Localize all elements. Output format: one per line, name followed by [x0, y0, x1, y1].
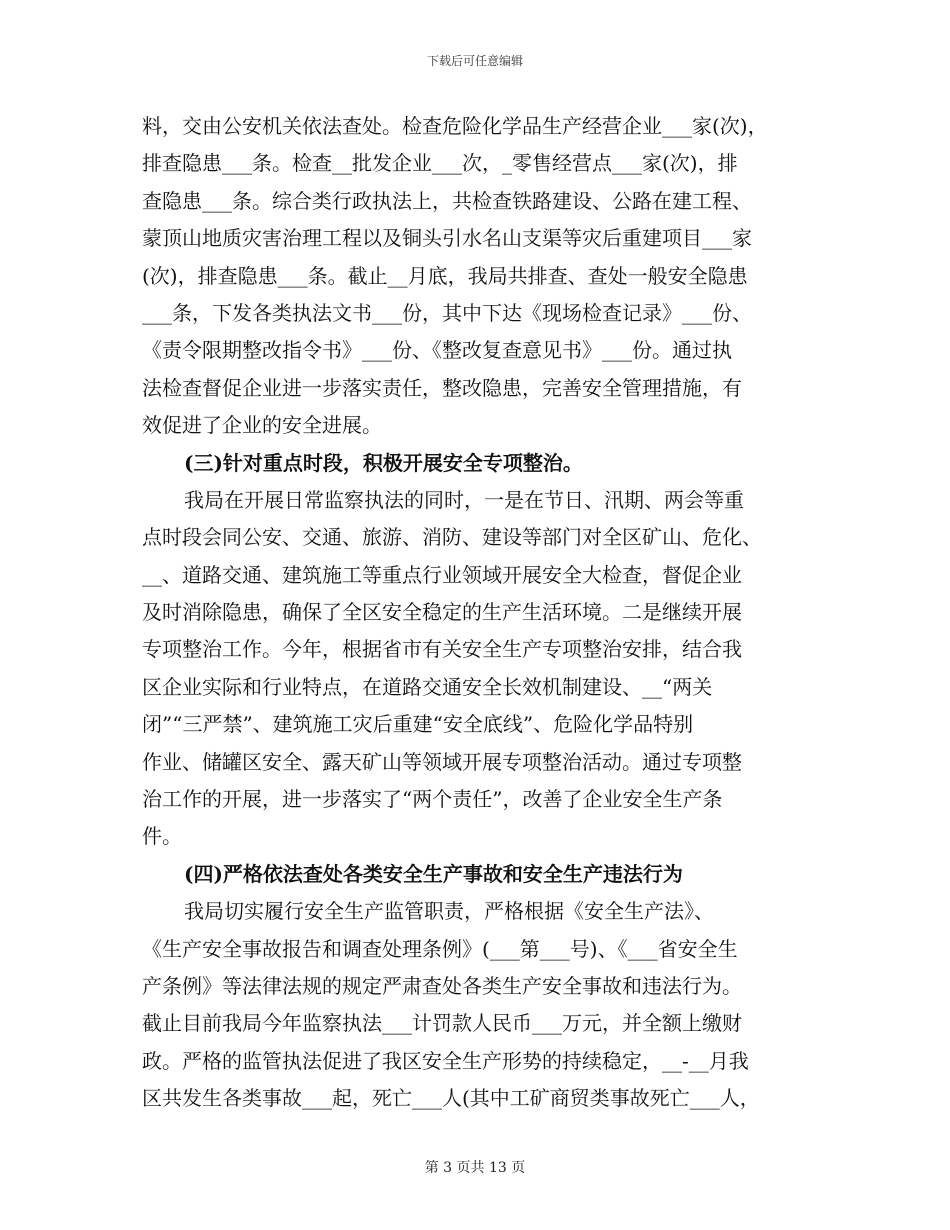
text-line: 治工作的开展，进一步落实了“两个责任”，改善了企业安全生产条	[142, 787, 723, 812]
text-line: 效促进了企业的安全进展。	[142, 413, 382, 438]
text-line: 料，交由公安机关依法查处。检查危险化学品生产经营企业___家(次)，	[142, 114, 768, 138]
section-heading-4: (四)严格依法查处各类安全生产事故和安全生产违法行为	[184, 861, 683, 886]
text-line: 《责令限期整改指令书》___份、《整改复查意见书》___份。通过执	[142, 338, 732, 363]
text-line: __、道路交通、建筑施工等重点行业领域开展安全大检查，督促企业	[142, 562, 742, 587]
text-line: 蒙顶山地质灾害治理工程以及铜头引水名山支渠等灾后重建项目___家	[142, 226, 752, 251]
text-line: (次)，排查隐患___条。截止__月底，我局共排查、查处一般安全隐患	[142, 263, 748, 288]
page-footer: 第 3 页共 13 页	[424, 1160, 526, 1176]
text-line: 截止目前我局今年监察执法___计罚款人民币___万元，并全额上缴财	[142, 1011, 742, 1036]
page-header: 下载后可任意编辑	[426, 54, 523, 68]
text-line: 专项整治工作。今年，根据省市有关安全生产专项整治安排，结合我	[142, 637, 742, 662]
text-line: 点时段会同公安、交通、旅游、消防、建设等部门对全区矿山、危化、	[142, 525, 762, 550]
text-line: 件。	[142, 824, 182, 849]
text-line: 区共发生各类事故___起，死亡___人(其中工矿商贸类事故死亡___人，	[142, 1086, 760, 1111]
text-line: 排查隐患___条。检查__批发企业___次，_零售经营点___家(次)，排	[142, 151, 738, 176]
text-line: 法检查督促企业进一步落实责任，整改隐患，完善安全管理措施，有	[142, 375, 742, 400]
text-line: 我局在开展日常监察执法的同时，一是在节日、汛期、两会等重	[184, 487, 744, 512]
text-line: 查隐患___条。综合类行政执法上，共检查铁路建设、公路在建工程、	[142, 188, 752, 213]
section-heading-3: (三)针对重点时段，积极开展安全专项整治。	[184, 450, 583, 475]
text-line: 产条例》等法律法规的规定严肃查处各类生产安全事故和违法行为。	[142, 973, 742, 998]
text-line: 《生产安全事故报告和调查处理条例》(___第___号)、《___省安全生	[142, 936, 738, 961]
text-line: 我局切实履行安全生产监管职责，严格根据《安全生产法》、	[184, 899, 714, 924]
text-line: 区企业实际和行业特点，在道路交通安全长效机制建设、__“两关	[142, 674, 713, 699]
text-line: 政。严格的监管执法促进了我区安全生产形势的持续稳定，__-__月我	[142, 1048, 749, 1073]
text-line: 及时消除隐患，确保了全区安全稳定的生产生活环境。二是继续开展	[142, 600, 742, 625]
document-body	[142, 108, 810, 1118]
text-line: 作业、储罐区安全、露天矿山等领域开展专项整治活动。通过专项整	[142, 749, 742, 774]
text-line: ___条，下发各类执法文书___份，其中下达《现场检查记录》___份、	[142, 300, 752, 325]
text-line: 闭”“三严禁”、建筑施工灾后重建“安全底线”、危险化学品特别	[142, 712, 694, 737]
